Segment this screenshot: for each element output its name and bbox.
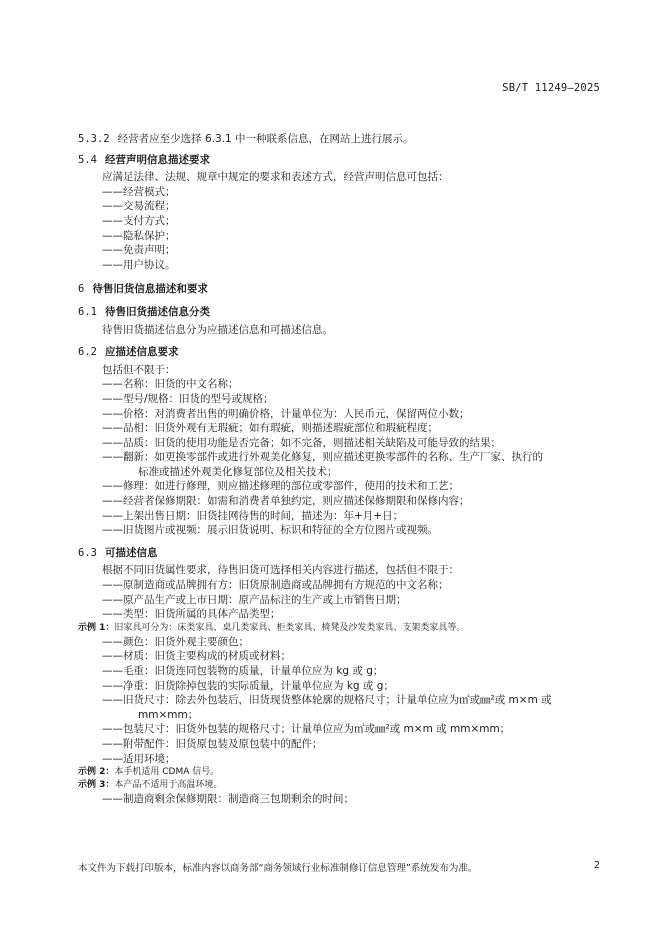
section-title: 经营声明信息描述要求 [104,153,210,166]
example-text: 旧家具可分为：床类家具、桌几类家具、柜类家具、椅凳及沙发类家具、支架类家具等。 [114,622,466,633]
section-title: 可描述信息 [104,546,158,559]
section-number: 6.2 [78,346,97,359]
list-item-continuation: mm×mm； [138,708,199,721]
list-item-continuation: 标准或描述外观美化修复部位及相关技术； [138,465,338,478]
section-number: 6.1 [78,305,97,318]
list-item: ——型号/规格：旧货的型号或规格； [102,392,274,405]
example-note [78,779,603,792]
list-item: ——支付方式； [102,214,176,227]
list-item: ——旧货尺寸：除去外包装后，旧货现货整体轮廓的规格尺寸；计量单位应为㎡或㎜²或 m×m 或 [102,694,552,707]
section-number: 5.4 [78,153,97,166]
section-number: 6.3 [78,546,97,559]
clause-number: 5.3.2 [78,133,110,145]
list-item: ——名称：旧货的中文名称； [102,378,239,391]
list-item: ——毛重：旧货连同包装物的质量，计量单位应为 kg 或 g； [102,665,384,677]
section-heading [78,282,603,297]
section-title: 待售旧货信息描述和要求 [92,283,208,296]
list-item: ——类型：旧货所属的具体产品类型； [102,608,281,621]
paragraph: 待售旧货描述信息分为应描述信息和可描述信息。 [102,323,333,336]
clause-text: 经营者应至少选择 6.3.1 中一种联系信息，在网站上进行展示。 [117,133,414,145]
list-item: ——修理：如进行修理，则应描述修理的部位或零部件，使用的技术和工艺； [102,480,459,493]
list-item: ——经营模式； [102,185,176,198]
section-heading [78,305,603,320]
list-item: ——颜色：旧货外观主要颜色； [102,635,249,648]
list-item: ——用户协议。 [102,258,176,271]
example-label: 示例 2： [78,767,115,778]
list-item: ——免责声明； [102,244,176,257]
list-item: ——经营者保修期限：如需和消费者单独约定，则应描述保修期限和保修内容； [102,495,470,508]
list-item: ——制造商剩余保修期限：制造商三包期剩余的时间； [102,793,354,806]
example-text: 本产品不适用于高温环境。 [114,780,223,791]
paragraph: 包括但不限于： [102,363,176,376]
list-item: ——隐私保护； [102,229,176,242]
section-title: 待售旧货描述信息分类 [104,305,210,318]
download-notice: 本文件为下载打印版本，标准内容以商务部“商务领域行业标准制修订信息管理”系统发布为准。 [78,863,478,874]
list-item: ——交易流程； [102,200,176,213]
list-item: ——原制造商或品牌拥有方：旧货原制造商或品牌拥有方规范的中文名称； [102,579,449,592]
standard-code: SB/T 11249—2025 [502,82,600,94]
list-item: ——附带配件：旧货原包装及原包装中的配件； [102,737,323,750]
example-label: 示例 3： [78,780,115,791]
paragraph: 根据不同旧货属性要求，待售旧货可选择相关内容进行描述，包括但不限于： [102,564,459,577]
document-body [78,132,603,807]
list-item: ——品相：旧货外观有无瑕疵；如有瑕疵，则描述瑕疵部位和瑕疵程度； [102,422,438,435]
example-note [78,622,603,635]
section-heading [78,345,603,360]
list-item: ——包装尺寸：旧货外包装的规格尺寸；计量单位应为㎡或㎜²或 m×m 或 mm×mm； [102,723,511,736]
list-item: ——旧货图片或视频：展示旧货说明、标识和特征的全方位图片或视频。 [102,524,438,537]
numbered-clause [78,132,603,147]
list-item: ——净重：旧货除掉包装的实际质量，计量单位应为 kg 或 g； [102,679,394,692]
section-number: 6 [78,283,85,296]
list-item: ——品质：旧货的使用功能是否完备；如不完备，则描述相关缺陷及可能导致的结果； [102,436,501,449]
section-heading [78,153,603,168]
list-item: ——原产品生产或上市日期：原产品标注的生产或上市销售日期； [102,593,407,606]
page-number: 2 [593,860,600,871]
list-item: ——价格：对消费者出售的明确价格，计量单位为：人民币元，保留两位小数； [102,407,470,420]
list-item: ——上架出售日期：旧货挂网待售的时间，描述为：年+月+日； [102,509,404,522]
list-item: ——适用环境； [102,752,176,765]
example-label: 示例 1： [78,622,115,633]
list-item: ——翻新：如更换零部件或进行外观美化修复，则应描述更换零部件的名称、生产厂家、执行的 [102,451,543,464]
section-heading [78,546,603,561]
page-footer [78,860,600,874]
list-item: ——材质：旧货主要构成的材质或材料； [102,650,291,663]
paragraph: 应满足法律、法规、规章中规定的要求和表述方式，经营声明信息可包括： [102,171,449,184]
example-note [78,766,603,779]
section-title: 应描述信息要求 [104,346,179,359]
example-text: 本手机适用 CDMA 信号。 [114,767,220,778]
